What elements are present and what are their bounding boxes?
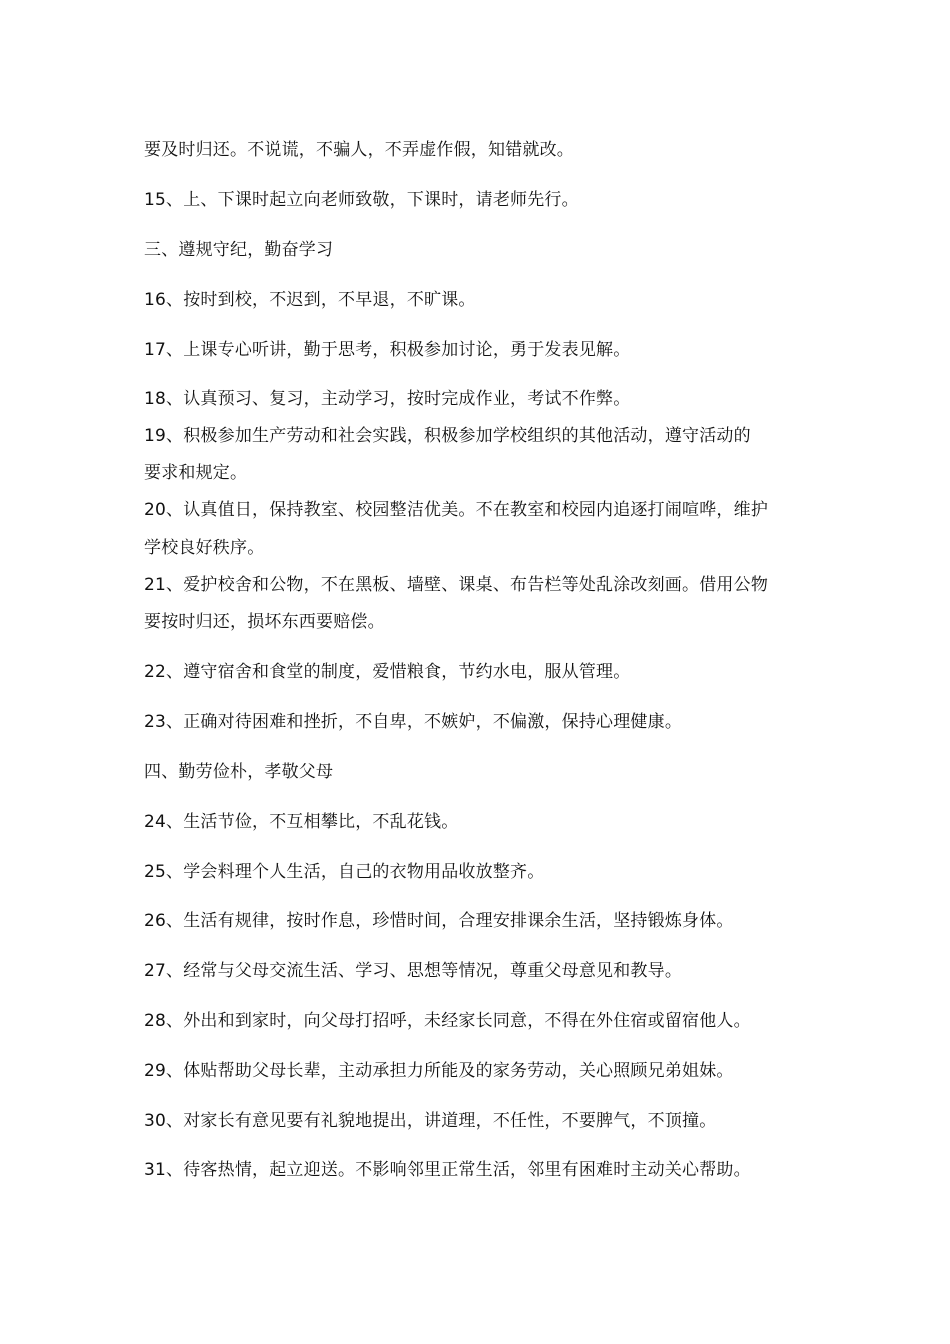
rule-26: 26、生活有规律，按时作息，珍惜时间，合理安排课余生活，坚持锻炼身体。: [144, 911, 734, 931]
rule-23: 23、正确对待困难和挫折，不自卑，不嫉妒，不偏激，保持心理健康。: [144, 712, 683, 732]
rule-19-continued: 要求和规定。: [144, 463, 248, 483]
rule-25: 25、学会料理个人生活，自己的衣物用品收放整齐。: [144, 862, 545, 882]
text-line: 要及时归还。不说谎，不骗人，不弄虚作假，知错就改。: [144, 140, 574, 160]
rule-29: 29、体贴帮助父母长辈，主动承担力所能及的家务劳动，关心照顾兄弟姐妹。: [144, 1061, 734, 1081]
rule-15: 15、上、下课时起立向老师致敬，下课时，请老师先行。: [144, 190, 579, 210]
rule-27: 27、经常与父母交流生活、学习、思想等情况，尊重父母意见和教导。: [144, 961, 683, 981]
rule-21-continued: 要按时归还，损坏东西要赔偿。: [144, 612, 385, 632]
rule-30: 30、对家长有意见要有礼貌地提出，讲道理，不任性，不要脾气，不顶撞。: [144, 1111, 717, 1131]
section-heading-4: 四、勤劳俭朴，孝敬父母: [144, 762, 334, 782]
rule-17: 17、上课专心听讲，勤于思考，积极参加讨论，勇于发表见解。: [144, 340, 631, 360]
rule-21: 21、爱护校舍和公物，不在黑板、墙壁、课桌、布告栏等处乱涂改刻画。借用公物: [144, 575, 769, 595]
rule-28: 28、外出和到家时，向父母打招呼，未经家长同意，不得在外住宿或留宿他人。: [144, 1011, 751, 1031]
rule-31: 31、待客热情，起立迎送。不影响邻里正常生活，邻里有困难时主动关心帮助。: [144, 1160, 751, 1180]
rule-19: 19、积极参加生产劳动和社会实践，积极参加学校组织的其他活动，遵守活动的: [144, 426, 751, 446]
rule-20: 20、认真值日，保持教室、校园整洁优美。不在教室和校园内追逐打闹喧哗，维护: [144, 500, 769, 520]
rule-22: 22、遵守宿舍和食堂的制度，爱惜粮食，节约水电，服从管理。: [144, 662, 631, 682]
section-heading-3: 三、遵规守纪，勤奋学习: [144, 240, 334, 260]
rule-20-continued: 学校良好秩序。: [144, 538, 265, 558]
rule-16: 16、按时到校，不迟到，不早退，不旷课。: [144, 290, 476, 310]
rule-24: 24、生活节俭，不互相攀比，不乱花钱。: [144, 812, 459, 832]
rule-18: 18、认真预习、复习，主动学习，按时完成作业，考试不作弊。: [144, 389, 631, 409]
